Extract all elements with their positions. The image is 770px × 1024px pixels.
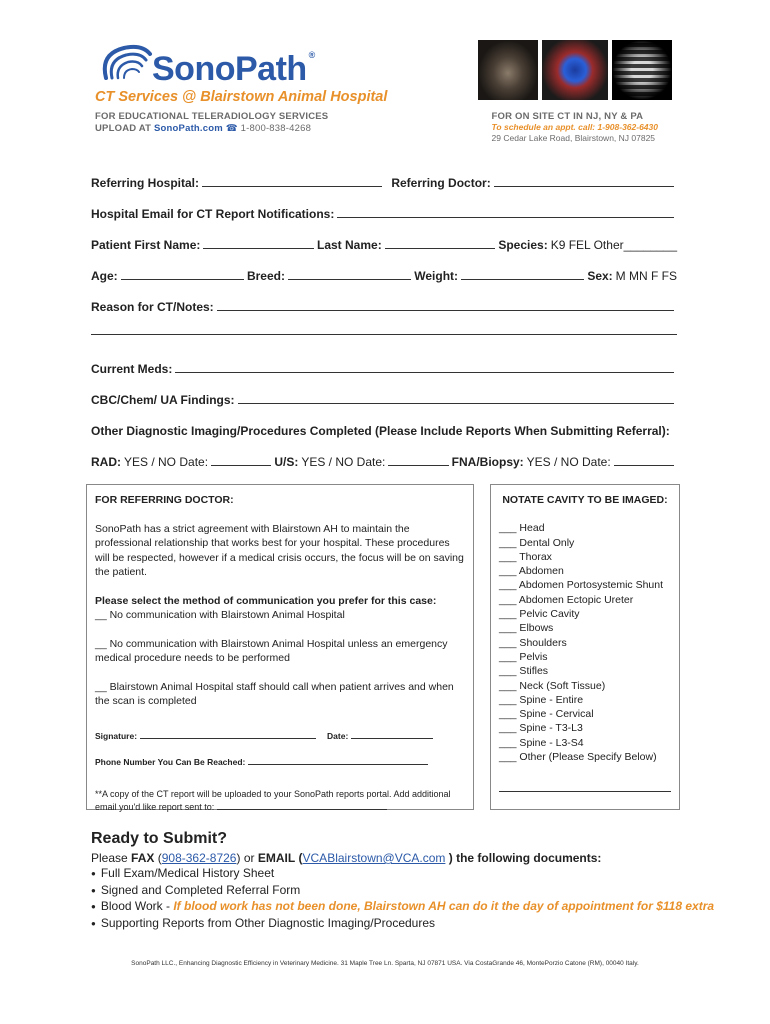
fax-number-link[interactable]: 908-362-8726	[161, 851, 237, 865]
breed-field[interactable]	[288, 270, 411, 280]
cavity-option[interactable]: ___ Spine - L3-S4	[499, 736, 584, 749]
comm-option-2[interactable]: __ No communication with Blairstown Animal Hospital unless an emergency medical procedure needs to be performed	[95, 637, 448, 664]
cbc-row: CBC/Chem/ UA Findings:	[91, 393, 677, 407]
ready-title: Ready to Submit?	[91, 830, 228, 847]
cavity-option[interactable]: ___ Spine - Cervical	[499, 708, 594, 721]
patient-row: Patient First Name: Last Name: Species: K9 FEL Other________	[91, 238, 677, 252]
sonopath-logo-icon	[96, 40, 154, 90]
list-item: ● Blood Work - If blood work has not been done, Blairstown AH can do it the day of appointment for $118 extra	[91, 899, 714, 916]
cavity-option[interactable]: ___ Stifles	[499, 665, 549, 678]
cavity-option[interactable]: ___ Spine - Entire	[499, 693, 584, 706]
us-date-field[interactable]	[388, 456, 448, 466]
list-item: ● Signed and Completed Referral Form	[91, 883, 714, 900]
cavity-list	[499, 521, 671, 764]
email-link[interactable]: VCABlairstown@VCA.com	[302, 851, 446, 865]
cavity-option[interactable]: ___ Head	[499, 522, 545, 535]
cavity-option[interactable]: ___ Abdomen Portosystemic Shunt	[499, 579, 664, 592]
cavity-option[interactable]: ___ Spine - T3-L3	[499, 722, 583, 735]
referring-doctor-box: FOR REFERRING DOCTOR: SonoPath has a strict agreement with Blairstown AH to maintain the professional relationship that works best for your hospital. These procedures will be respected, however if a medical crisis occurs, the focus will be on saving the patient. Please select the method of communication you prefer for this case: __ No communication with Blairstown Animal Hospital __ No communication with Blairstown Animal Hospital unless an emergency medical procedure needs to be performed __ Blairstown Animal Hospital staff should call when patient arrives and when the scan is completed Signature: Date: Phone Number You Can Be Reached: **A copy of the CT report will be uploaded to your SonoPath reports portal. Add additional email you'd like report sent to:	[86, 484, 474, 810]
list-item: ● Full Exam/Medical History Sheet	[91, 866, 714, 883]
signature-field[interactable]	[140, 731, 316, 739]
ready-instructions: Please FAX (908-362-8726) or EMAIL (VCABlairstown@VCA.com ) the following documents:	[91, 851, 602, 865]
onsite-info: FOR ON SITE CT IN NJ, NY & PA To schedule an appt. call: 1-908-362-6430 29 Cedar Lake Road, Blairstown, NJ 07825	[491, 111, 658, 143]
cavity-option[interactable]: ___ Neck (Soft Tissue)	[499, 679, 606, 692]
cavity-option[interactable]: ___ Shoulders	[499, 636, 567, 649]
reason-field-line[interactable]	[91, 334, 677, 335]
rad-date-field[interactable]	[211, 456, 271, 466]
cavity-option[interactable]: ___ Pelvis	[499, 650, 548, 663]
current-meds-field[interactable]	[175, 363, 674, 373]
list-item: ● Supporting Reports from Other Diagnostic Imaging/Procedures	[91, 916, 714, 933]
referring-row: Referring Hospital: Referring Doctor:	[91, 176, 677, 190]
signature-row: Signature: Date:	[95, 729, 465, 744]
weight-field[interactable]	[461, 270, 584, 280]
other-diag-row: Other Diagnostic Imaging/Procedures Completed (Please Include Reports When Submitting Referral):	[91, 424, 670, 438]
reason-row: Reason for CT/Notes:	[91, 300, 677, 314]
document-list	[91, 866, 714, 932]
ct-scan-image	[542, 40, 608, 100]
age-field[interactable]	[121, 270, 244, 280]
sex-options[interactable]: M MN F FS	[615, 269, 677, 283]
sonopath-link[interactable]: SonoPath.com	[154, 123, 223, 134]
select-title: Please select the method of communication you prefer for this case:	[95, 594, 437, 607]
cavity-option[interactable]: ___ Abdomen	[499, 565, 564, 578]
reason-field[interactable]	[217, 301, 674, 311]
referring-doctor-field[interactable]	[494, 177, 674, 187]
cavity-option[interactable]: ___ Pelvic Cavity	[499, 608, 580, 621]
other-specify-field[interactable]	[499, 786, 671, 792]
fna-date-field[interactable]	[614, 456, 674, 466]
brand-name: SonoPath ®	[152, 50, 315, 88]
cavity-option[interactable]: ___ Elbows	[499, 622, 554, 635]
comm-option-3[interactable]: __ Blairstown Animal Hospital staff should call when patient arrives and when the scan is completed	[95, 680, 454, 707]
signature-date-field[interactable]	[351, 731, 433, 739]
additional-email-field[interactable]	[217, 802, 387, 810]
ct-scan-image	[612, 40, 672, 100]
agreement-text: SonoPath has a strict agreement with Blairstown AH to maintain the professional relationship that works best for your hospital. These procedures will be respected, however if a medical crisis occurs, the focus will be on saving the patient.	[95, 522, 464, 578]
footer-text: SonoPath LLC., Enhancing Diagnostic Efficiency in Veterinary Medicine. 31 Maple Tree Ln. Sparta, NJ 07871 USA. Via CostaGrande 46, MontePorzio Catone (RM), 00040 Italy.	[131, 960, 639, 967]
edu-info: FOR EDUCATIONAL TELERADIOLOGY SERVICES UPLOAD AT SonoPath.com ☎ 1-800-838-4268	[95, 111, 329, 134]
patient-first-name-field[interactable]	[203, 239, 314, 249]
ct-scan-images	[478, 40, 672, 100]
referring-hospital-field[interactable]	[202, 177, 382, 187]
report-note: **A copy of the CT report will be uploaded to your SonoPath reports portal. Add additional email you'd like report sent to:	[95, 788, 451, 812]
meds-row: Current Meds:	[91, 362, 677, 376]
age-row: Age: Breed: Weight: Sex: M MN F FS	[91, 269, 677, 283]
cavity-option[interactable]: ___ Other (Please Specify Below)	[499, 751, 657, 764]
email-row: Hospital Email for CT Report Notifications:	[91, 207, 677, 221]
cavity-option[interactable]: ___ Abdomen Ectopic Ureter	[499, 593, 634, 606]
cbc-field[interactable]	[238, 394, 674, 404]
species-options[interactable]: K9 FEL Other________	[550, 238, 677, 252]
phone-field[interactable]	[248, 757, 428, 765]
ct-services-title: CT Services @ Blairstown Animal Hospital	[95, 89, 388, 105]
cavity-option[interactable]: ___ Thorax	[499, 550, 552, 563]
cavity-box: NOTATE CAVITY TO BE IMAGED: ___ Head ___ Dental Only ___ Thorax ___ Abdomen ___ Abdomen Portosystemic Shunt ___ Abdomen Ectopic Ureter ___ Pelvic Cavity ___ Elbows ___ Shoulders ___ Pelvis ___ Stifles ___ Neck (Soft Tissue) ___ Spine - Entire ___ Spine - Cervical ___ Spine - T3-L3 ___ Spine - L3-S4 ___ Other (Please Specify Below)	[490, 484, 680, 810]
comm-option-1[interactable]: __ No communication with Blairstown Animal Hospital	[95, 609, 345, 621]
cavity-option[interactable]: ___ Dental Only	[499, 536, 575, 549]
hospital-email-field[interactable]	[337, 208, 674, 218]
ct-scan-image	[478, 40, 538, 100]
last-name-field[interactable]	[385, 239, 496, 249]
imaging-row: RAD: YES / NO Date: U/S: YES / NO Date: FNA/Biopsy: YES / NO Date:	[91, 455, 677, 469]
phone-row: Phone Number You Can Be Reached:	[95, 755, 465, 770]
